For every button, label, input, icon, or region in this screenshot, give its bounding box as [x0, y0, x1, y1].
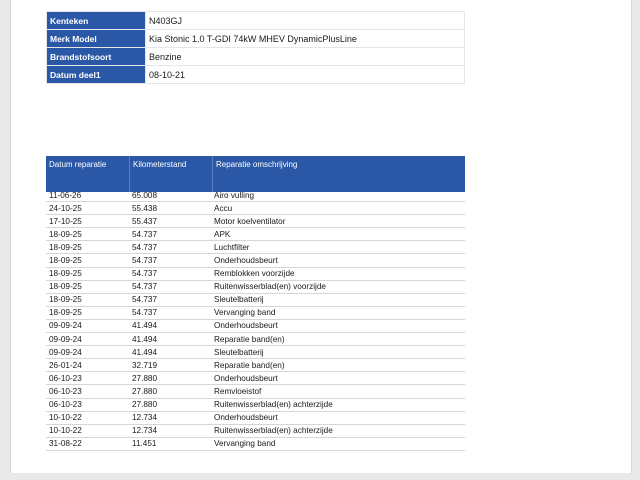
repair-mileage: 27.880: [129, 398, 211, 411]
column-header-description: Reparatie omschrijving: [213, 156, 466, 192]
repair-description: Airo vulling: [211, 189, 465, 202]
repair-mileage: 41.494: [129, 346, 211, 359]
repair-description: Onderhoudsbeurt: [211, 254, 465, 267]
repair-mileage: 55.437: [129, 215, 211, 228]
repair-mileage: 27.880: [129, 385, 211, 398]
repair-date: 18-09-25: [46, 241, 129, 254]
repair-description: Onderhoudsbeurt: [211, 319, 465, 332]
repair-description: Remvloeistof: [211, 385, 465, 398]
repair-mileage: 41.494: [129, 333, 211, 346]
repairs-table-body: [46, 189, 465, 450]
repair-description: Ruitenwisserblad(en) achterzijde: [211, 424, 465, 437]
repair-mileage: 32.719: [129, 359, 211, 372]
repairs-header: [46, 156, 465, 192]
table-row: [46, 293, 465, 306]
repair-date: 09-09-24: [46, 333, 129, 346]
repair-mileage: 12.734: [129, 424, 211, 437]
vehicle-info-table: [46, 11, 465, 84]
info-value: Kia Stonic 1.0 T-GDI 74kW MHEV DynamicPlusLine: [146, 30, 465, 48]
repair-description: Sleutelbatterij: [211, 293, 465, 306]
repair-description: Motor koelventilator: [211, 215, 465, 228]
table-row: [46, 228, 465, 241]
info-value: Benzine: [146, 48, 465, 66]
repair-date: 24-10-25: [46, 202, 129, 215]
repair-date: 10-10-22: [46, 411, 129, 424]
repair-mileage: 54.737: [129, 280, 211, 293]
vehicle-info-row: [47, 48, 465, 66]
table-row: [46, 241, 465, 254]
info-label: Brandstofsoort: [47, 48, 146, 66]
repair-description: Sleutelbatterij: [211, 346, 465, 359]
repair-description: Onderhoudsbeurt: [211, 411, 465, 424]
repair-mileage: 65.008: [129, 189, 211, 202]
repair-date: 18-09-25: [46, 280, 129, 293]
table-row: [46, 424, 465, 437]
repairs-table: [46, 189, 465, 451]
vehicle-info-row: [47, 12, 465, 30]
repair-mileage: 54.737: [129, 254, 211, 267]
repair-mileage: 11.451: [129, 437, 211, 450]
column-header-date: Datum reparatie: [46, 156, 130, 192]
table-row: [46, 333, 465, 346]
repair-description: APK: [211, 228, 465, 241]
repair-date: 18-09-25: [46, 267, 129, 280]
repair-mileage: 12.734: [129, 411, 211, 424]
repair-date: 09-09-24: [46, 346, 129, 359]
repair-description: Ruitenwisserblad(en) voorzijde: [211, 280, 465, 293]
table-row: [46, 215, 465, 228]
repair-mileage: 54.737: [129, 293, 211, 306]
table-row: [46, 385, 465, 398]
repair-date: 18-09-25: [46, 293, 129, 306]
table-row: [46, 398, 465, 411]
table-row: [46, 346, 465, 359]
repair-date: 31-08-22: [46, 437, 129, 450]
repair-description: Vervanging band: [211, 306, 465, 319]
table-row: [46, 254, 465, 267]
repair-description: Reparatie band(en): [211, 333, 465, 346]
table-row: [46, 306, 465, 319]
repair-mileage: 41.494: [129, 319, 211, 332]
vehicle-info-row: [47, 66, 465, 84]
repair-mileage: 27.880: [129, 372, 211, 385]
repair-date: 18-09-25: [46, 228, 129, 241]
vehicle-info-row: [47, 30, 465, 48]
table-row: [46, 437, 465, 450]
table-row: [46, 359, 465, 372]
repair-date: 06-10-23: [46, 372, 129, 385]
info-label: Datum deel1: [47, 66, 146, 84]
repair-date: 18-09-25: [46, 306, 129, 319]
repair-date: 17-10-25: [46, 215, 129, 228]
repair-description: Reparatie band(en): [211, 359, 465, 372]
repair-description: Accu: [211, 202, 465, 215]
table-row: [46, 319, 465, 332]
repair-description: Remblokken voorzijde: [211, 267, 465, 280]
repair-mileage: 54.737: [129, 241, 211, 254]
repair-date: 09-09-24: [46, 319, 129, 332]
info-value: N403GJ: [146, 12, 465, 30]
repair-date: 26-01-24: [46, 359, 129, 372]
repair-description: Vervanging band: [211, 437, 465, 450]
repair-mileage: 54.737: [129, 267, 211, 280]
table-row: [46, 189, 465, 202]
repair-mileage: 54.737: [129, 228, 211, 241]
repair-date: 11-06-26: [46, 189, 129, 202]
header-row: [46, 156, 465, 192]
repair-mileage: 55.438: [129, 202, 211, 215]
repair-description: Ruitenwisserblad(en) achterzijde: [211, 398, 465, 411]
column-header-mileage: Kilometerstand: [130, 156, 213, 192]
info-value: 08-10-21: [146, 66, 465, 84]
repair-mileage: 54.737: [129, 306, 211, 319]
document-page: [10, 0, 632, 473]
table-row: [46, 202, 465, 215]
repair-description: Luchtfilter: [211, 241, 465, 254]
repair-date: 10-10-22: [46, 424, 129, 437]
repair-date: 06-10-23: [46, 398, 129, 411]
repair-date: 06-10-23: [46, 385, 129, 398]
table-row: [46, 280, 465, 293]
info-label: Merk Model: [47, 30, 146, 48]
table-row: [46, 267, 465, 280]
info-label: Kenteken: [47, 12, 146, 30]
table-row: [46, 372, 465, 385]
repair-date: 18-09-25: [46, 254, 129, 267]
repair-description: Onderhoudsbeurt: [211, 372, 465, 385]
table-row: [46, 411, 465, 424]
